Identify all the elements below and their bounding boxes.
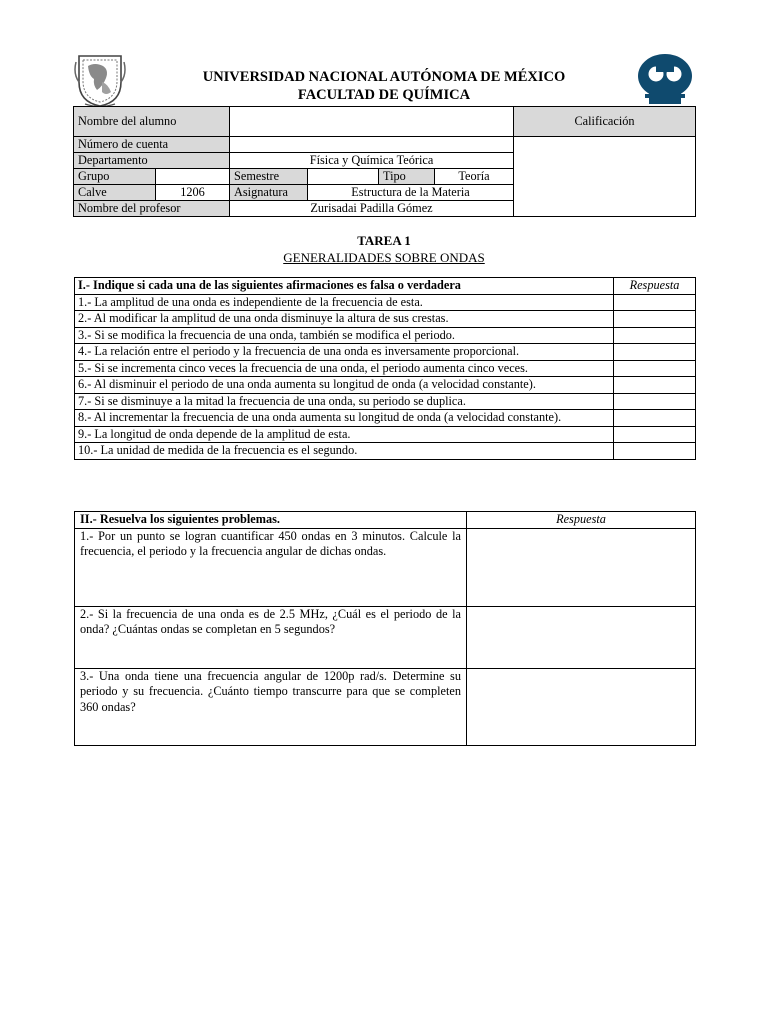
statement-row — [75, 377, 696, 394]
semestre-field[interactable] — [308, 169, 379, 185]
university-name: UNIVERSIDAD NACIONAL AUTÓNOMA DE MÉXICO — [202, 69, 566, 85]
answer-field[interactable] — [614, 327, 696, 344]
statement-row — [75, 393, 696, 410]
statement-row — [75, 294, 696, 311]
statement-text: 2.- Al modificar la amplitud de una onda disminuye la altura de sus crestas. — [75, 311, 614, 328]
statement-text: 6.- Al disminuir el periodo de una onda aumenta su longitud de onda (a velocidad constante). — [75, 377, 614, 394]
statement-row — [75, 426, 696, 443]
tipo-value: Teoría — [435, 169, 514, 185]
departamento-label: Departamento — [74, 153, 230, 169]
problems-table — [74, 511, 696, 746]
calificacion-field[interactable] — [514, 137, 696, 217]
statement-row — [75, 410, 696, 427]
faculty-name: FACULTAD DE QUÍMICA — [297, 87, 471, 103]
clave-value: 1206 — [156, 185, 230, 201]
answer-field[interactable] — [614, 443, 696, 460]
grupo-field[interactable] — [156, 169, 230, 185]
answer-field[interactable] — [614, 410, 696, 427]
statement-row — [75, 360, 696, 377]
nombre-alumno-label: Nombre del alumno — [74, 107, 230, 137]
asignatura-value: Estructura de la Materia — [308, 185, 514, 201]
statement-row — [75, 443, 696, 460]
statement-row — [75, 327, 696, 344]
answer-field[interactable] — [614, 360, 696, 377]
assignment-title: TAREA 1 — [357, 233, 411, 248]
problem-answer-field[interactable] — [467, 668, 696, 745]
statement-text: 1.- La amplitud de una onda es independiente de la frecuencia de esta. — [75, 294, 614, 311]
student-info-table — [73, 106, 696, 217]
facultad-quimica-owl-logo — [637, 52, 693, 108]
problem-row — [75, 606, 696, 668]
answer-field[interactable] — [614, 377, 696, 394]
profesor-label: Nombre del profesor — [74, 201, 230, 217]
problem-answer-field[interactable] — [467, 528, 696, 606]
statement-text: 4.- La relación entre el periodo y la frecuencia de una onda es inversamente proporcional. — [75, 344, 614, 361]
problem-row — [75, 668, 696, 745]
section2-header-row — [75, 512, 696, 529]
numero-cuenta-label: Número de cuenta — [74, 137, 230, 153]
unam-crest-logo — [73, 52, 127, 108]
grupo-label: Grupo — [74, 169, 156, 185]
statement-text: 7.- Si se disminuye a la mitad la frecuencia de una onda, su periodo se duplica. — [75, 393, 614, 410]
statement-text: 5.- Si se incrementa cinco veces la frecuencia de una onda, el periodo aumenta cinco veces. — [75, 360, 614, 377]
statement-text: 9.- La longitud de onda depende de la amplitud de esta. — [75, 426, 614, 443]
nombre-alumno-field[interactable] — [230, 107, 514, 137]
answer-field[interactable] — [614, 426, 696, 443]
statement-text: 3.- Si se modifica la frecuencia de una onda, también se modifica el periodo. — [75, 327, 614, 344]
profesor-value: Zurisadai Padilla Gómez — [230, 201, 514, 217]
answer-field[interactable] — [614, 294, 696, 311]
semestre-label: Semestre — [230, 169, 308, 185]
clave-label: Calve — [74, 185, 156, 201]
section2-response-header: Respuesta — [467, 512, 696, 529]
statement-row — [75, 344, 696, 361]
calificacion-label: Calificación — [514, 107, 696, 137]
problem-row — [75, 528, 696, 606]
problem-text: 2.- Si la frecuencia de una onda es de 2.5 MHz, ¿Cuál es el periodo de la onda? ¿Cuántas ondas se completan en 5 segundos? — [75, 606, 467, 668]
section1-heading: I.- Indique si cada una de las siguientes afirmaciones es falsa o verdadera — [75, 278, 614, 295]
numero-cuenta-field[interactable] — [230, 137, 514, 153]
problem-text: 3.- Una onda tiene una frecuencia angular de 1200p rad/s. Determine su periodo y su frecuencia. ¿Cuánto tiempo transcurre para que se completen 360 ondas? — [75, 668, 467, 745]
statement-text: 8.- Al incrementar la frecuencia de una onda aumenta su longitud de onda (a velocidad constante). — [75, 410, 614, 427]
answer-field[interactable] — [614, 344, 696, 361]
answer-field[interactable] — [614, 393, 696, 410]
departamento-value: Física y Química Teórica — [230, 153, 514, 169]
assignment-subtitle: GENERALIDADES SOBRE ONDAS — [283, 250, 485, 265]
answer-field[interactable] — [614, 311, 696, 328]
true-false-table — [74, 277, 696, 460]
statement-text: 10.- La unidad de medida de la frecuencia es el segundo. — [75, 443, 614, 460]
statement-row — [75, 311, 696, 328]
tipo-label: Tipo — [379, 169, 435, 185]
asignatura-label: Asignatura — [230, 185, 308, 201]
section1-header-row — [75, 278, 696, 295]
problem-text: 1.- Por un punto se logran cuantificar 450 ondas en 3 minutos. Calcule la frecuencia, el periodo y la frecuencia angular de dichas ondas. — [75, 528, 467, 606]
section2-heading: II.- Resuelva los siguientes problemas. — [75, 512, 467, 529]
problem-answer-field[interactable] — [467, 606, 696, 668]
section1-response-header: Respuesta — [614, 278, 696, 295]
